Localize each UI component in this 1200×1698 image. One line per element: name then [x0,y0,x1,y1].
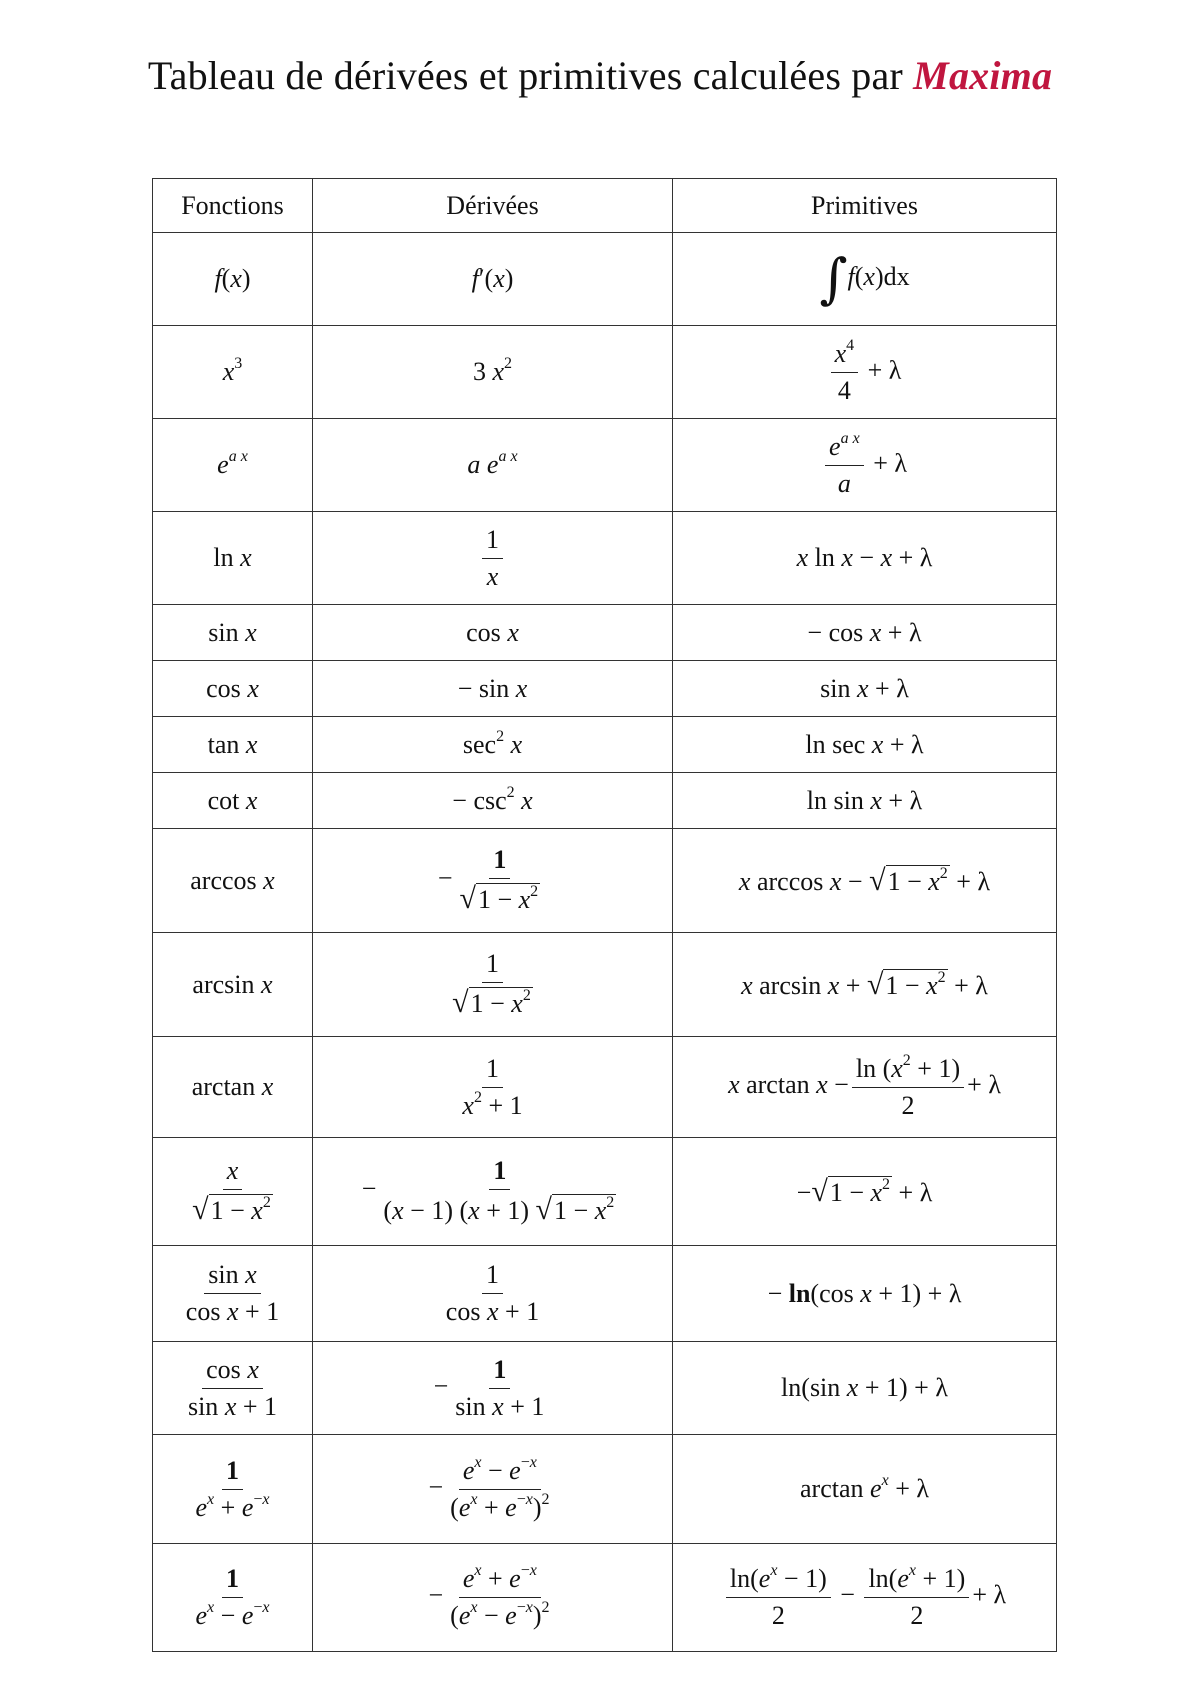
derivative-cell: − $\csc^2 x$ [313,773,673,829]
table-row [153,605,1057,661]
derivative-cell: $\frac{1}{x}$ [313,512,673,605]
derivative-cell: $\frac{1}{√1 - x^2}$ [313,933,673,1037]
derivative-cell: a $e^{a x}$ [313,419,673,512]
function-cell: arccos x [153,829,313,933]
derivative-cell: − $\frac{1}{√1 - x^2}$ [313,829,673,933]
function-cell: $x^3$ [153,326,313,419]
primitive-cell: $\arctan e^x + \lambda$ [673,1435,1057,1544]
function-cell: $e^{a x}$ [153,419,313,512]
table-row [153,717,1057,773]
function-cell: sin x [153,605,313,661]
header-functions: Fonctions [153,179,313,233]
function-cell: ln x [153,512,313,605]
primitive-cell: ln sin x + λ [673,773,1057,829]
primitive-cell: x ln x − x + λ [673,512,1057,605]
derivatives-table [152,178,1057,1652]
table-row [153,1342,1057,1435]
primitive-cell: x $\arcsin x + √1 - x^2 + \lambda$ [673,933,1057,1037]
primitive-cell: ln sec x + λ [673,717,1057,773]
primitive-cell: ∫f(x)dx [673,233,1057,326]
table-row [153,933,1057,1037]
derivative-cell: − $\frac{e^x - e^{-x}}{(e^x + e^{-x})^2}$ [313,1435,673,1544]
function-cell: arcsin x [153,933,313,1037]
table-row [153,661,1057,717]
primitive-cell: $-√1 - x^2 + \lambda$ [673,1138,1057,1246]
function-cell: f(x) [153,233,313,326]
integral-symbol: ∫ [819,247,848,310]
header-primitives: Primitives [673,179,1057,233]
derivative-cell: f′(x) [313,233,673,326]
table-row [153,233,1057,326]
primitive-cell: − cos x + λ [673,605,1057,661]
table-row [153,1544,1057,1652]
table-header-row [153,179,1057,233]
page-title [0,52,1200,99]
title-text: Tableau de dérivées et primitives calculées par [147,53,903,98]
table-row [153,829,1057,933]
primitive-cell: sin x + λ [673,661,1057,717]
function-cell: $\frac{x}{√1 - x^2}$ [153,1138,313,1246]
header-derivatives: Dérivées [313,179,673,233]
function-cell: cot x [153,773,313,829]
function-cell: cos x [153,661,313,717]
derivative-cell: 3 $x^2$ [313,326,673,419]
derivative-cell: − sin x [313,661,673,717]
table-row [153,419,1057,512]
table-row [153,1138,1057,1246]
function-cell: $\frac{\text{sin x}}{\text{cos x + 1}}$ [153,1246,313,1342]
table-row [153,326,1057,419]
primitive-cell: x $\arccos x - √1 - x^2 + \lambda$ [673,829,1057,933]
table-row [153,1037,1057,1138]
primitive-cell: $\frac{\ln(e^x - 1)}{2}$ − $\frac{\ln(e^x + 1)}{2}$ + λ [673,1544,1057,1652]
title-brand: Maxima [913,53,1053,98]
primitive-cell: $\frac{x^4}{4}$ + λ [673,326,1057,419]
primitive-cell: ln(sin x + 1) + λ [673,1342,1057,1435]
table-row [153,1246,1057,1342]
derivative-cell: − $\frac{1}{\text{sin x + 1}}$ [313,1342,673,1435]
table-row [153,512,1057,605]
table-row [153,1435,1057,1544]
function-cell: $\frac{1}{e^x + e^{-x}}$ [153,1435,313,1544]
derivative-cell: − $\frac{e^x + e^{-x}}{(e^x - e^{-x})^2}$ [313,1544,673,1652]
derivative-cell: $\frac{1}{\text{cos x + 1}}$ [313,1246,673,1342]
function-cell: $\frac{\text{cos x}}{\text{sin x + 1}}$ [153,1342,313,1435]
derivative-cell: $\sec^2 x$ [313,717,673,773]
derivative-cell: $\frac{1}{x^2 + 1}$ [313,1037,673,1138]
primitive-cell: $\frac{e^{a x}}{a}$ + λ [673,419,1057,512]
function-cell: $\frac{1}{e^x - e^{-x}}$ [153,1544,313,1652]
primitive-cell: x arctan x − $\frac{\ln (x^2 + 1)}{2}$ + λ [673,1037,1057,1138]
derivative-cell: − $\frac{1}{(x - 1) (x + 1) √1 - x^2}$ [313,1138,673,1246]
table-row [153,773,1057,829]
derivative-cell: cos x [313,605,673,661]
function-cell: tan x [153,717,313,773]
function-cell: arctan x [153,1037,313,1138]
primitive-cell: − ln(cos x + 1) + λ [673,1246,1057,1342]
